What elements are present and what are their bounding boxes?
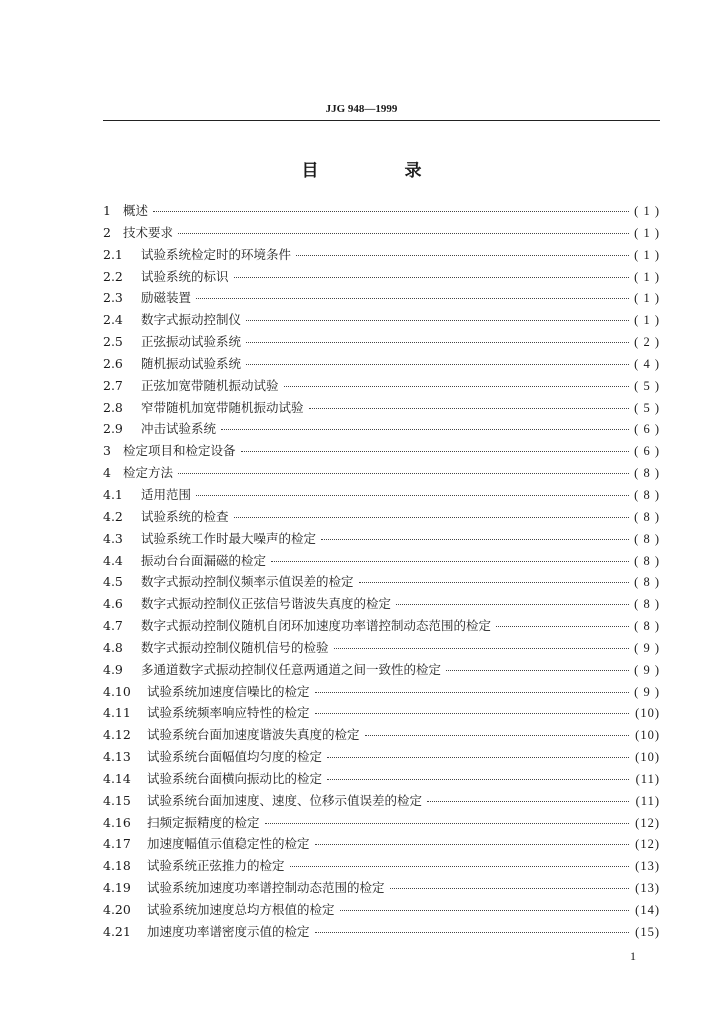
toc-dot-leader [196,298,629,299]
toc-entry-label: 检定项目和检定设备 [123,443,236,459]
toc-entry [103,703,660,725]
toc-entry [103,725,660,747]
toc-dot-leader [359,582,629,583]
toc-entry-label: 试验系统台面加速度、速度、位移示值误差的检定 [147,792,423,808]
toc-dot-leader [246,320,629,321]
toc-entry-page: ( 9 ) [634,640,660,655]
toc-dot-leader [321,539,629,540]
toc-dot-leader [327,779,629,780]
toc-entry [103,332,660,354]
toc-entry-label: 数字式振动控制仪 [141,312,242,328]
toc-entry-label: 技术要求 [123,224,174,240]
toc-entry-number: 4.5 [103,574,123,590]
toc-entry-page: ( 6 ) [634,422,660,437]
toc-entry-number: 4.2 [103,508,123,524]
toc-entry [103,354,660,376]
toc-entry [103,245,660,267]
toc-entry-number: 2.6 [103,355,123,371]
toc-entry [103,419,660,441]
toc-entry-page: ( 8 ) [634,509,660,524]
toc-entry-label: 振动台台面漏磁的检定 [141,552,267,568]
toc-dot-leader [246,342,629,343]
toc-entry-label: 正弦振动试验系统 [141,334,242,350]
toc-entry-number: 2.7 [103,377,123,393]
toc-entry-page: (13) [635,859,660,874]
toc-entry-page: ( 8 ) [634,531,660,546]
toc-dot-leader [178,233,629,234]
toc-entry-label: 加速度功率谱密度示值的检定 [147,923,310,939]
toc-entry [103,310,660,332]
toc-entry-page: ( 9 ) [634,684,660,699]
toc-entry-label: 冲击试验系统 [141,421,217,437]
toc-entry [103,376,660,398]
toc-entry-label: 试验系统频率响应特性的检定 [147,705,310,721]
toc-entry-number: 4.3 [103,530,123,546]
toc-entry [103,594,660,616]
toc-entry-number: 2.2 [103,268,123,284]
toc-entry-page: (12) [635,815,660,830]
toc-entry-number: 4.18 [103,858,131,874]
toc-entry-label: 检定方法 [123,465,174,481]
toc-entry-label: 试验系统加速度总均方根值的检定 [147,902,335,917]
page-title: 目 录 [301,161,462,181]
toc-entry [103,834,660,856]
toc-entry [103,551,660,573]
toc-entry-number: 4.19 [103,880,131,896]
toc-entry-page: (15) [635,924,660,939]
toc-entry-label: 试验系统加速度功率谱控制动态范围的检定 [147,880,385,896]
toc-entry-number: 2.5 [103,334,123,350]
toc-entry-label: 试验系统正弦推力的检定 [147,858,285,874]
toc-entry-page: (10) [635,706,660,721]
toc-entry-label: 试验系统台面幅值均匀度的检定 [147,749,323,765]
toc-entry [103,682,660,704]
toc-entry [103,288,660,310]
toc-entry-page: ( 5 ) [634,400,660,415]
toc-entry [103,267,660,289]
toc-entry-number: 4.15 [103,792,131,808]
toc-entry-label: 随机振动试验系统 [141,355,242,371]
toc-dot-leader [315,844,629,845]
toc-entry [103,660,660,682]
toc-entry-label: 概述 [123,203,149,218]
toc-entry-label: 加速度幅值示值稳定性的检定 [147,836,310,852]
page-number: 1 [630,949,636,963]
toc-entry [103,572,660,594]
toc-dot-leader [340,910,629,911]
toc-entry [103,529,660,551]
toc-entry-label: 数字式振动控制仪正弦信号谐波失真度的检定 [141,596,392,612]
toc-dot-leader [153,211,629,212]
toc-entry-label: 试验系统检定时的环境条件 [141,246,292,262]
toc-dot-leader [446,670,629,671]
toc-dot-leader [234,277,629,278]
toc-entry-number: 4.7 [103,618,123,634]
toc-entry [103,398,660,420]
toc-entry-page: (10) [635,750,660,765]
toc-entry [103,813,660,835]
toc-entry-label: 试验系统台面加速度谐波失真度的检定 [147,727,360,743]
toc-dot-leader [284,386,629,387]
toc-entry [103,441,660,463]
toc-entry-page: ( 8 ) [634,487,660,502]
toc-entry-number: 4.11 [103,705,131,721]
toc-entry-number: 4.4 [103,552,123,568]
toc-dot-leader [315,932,629,933]
toc-entry-label: 试验系统工作时最大噪声的检定 [141,530,317,546]
toc-entry [103,769,660,791]
toc-entry-number: 1 [103,203,111,218]
toc-entry-page: ( 9 ) [634,662,660,677]
toc-entry-number: 4.8 [103,639,123,655]
table-of-contents [103,201,660,944]
toc-entry-number: 4.17 [103,836,131,852]
toc-entry-label: 数字式振动控制仪随机信号的检验 [141,639,329,655]
toc-dot-leader [327,757,629,758]
toc-entry-page: (10) [635,728,660,743]
toc-entry [103,791,660,813]
toc-entry-page: ( 2 ) [634,335,660,350]
toc-entry-number: 4.12 [103,727,131,743]
toc-entry-label: 适用范围 [141,486,192,502]
toc-entry-number: 2.1 [103,246,123,262]
toc-entry-label: 试验系统台面横向振动比的检定 [147,770,323,786]
toc-dot-leader [427,801,629,802]
toc-entry-number: 2 [103,224,111,240]
toc-entry [103,638,660,660]
toc-entry-label: 扫频定振精度的检定 [147,814,260,830]
toc-entry-page: ( 8 ) [634,575,660,590]
toc-entry-page: ( 1 ) [634,225,660,240]
toc-entry-number: 2.8 [103,399,123,415]
toc-entry-page: ( 1 ) [634,291,660,306]
toc-entry [103,201,660,223]
toc-entry-number: 4 [103,465,111,481]
toc-entry-page: (12) [635,837,660,852]
toc-entry-label: 数字式振动控制仪频率示值误差的检定 [141,574,354,590]
toc-dot-leader [365,735,629,736]
toc-entry-page: ( 5 ) [634,378,660,393]
toc-entry-label: 多通道数字式振动控制仪任意两通道之间一致性的检定 [141,661,442,677]
toc-entry-number: 3 [103,443,111,459]
toc-entry [103,223,660,245]
toc-entry-number: 4.10 [103,683,131,699]
toc-dot-leader [315,692,629,693]
toc-entry [103,878,660,900]
toc-dot-leader [396,604,629,605]
toc-entry-number: 4.14 [103,770,131,786]
toc-entry-number: 2.9 [103,421,123,437]
toc-dot-leader [178,473,629,474]
toc-entry [103,507,660,529]
toc-entry-number: 4.21 [103,923,131,939]
toc-entry-number: 2.3 [103,290,123,306]
toc-dot-leader [315,713,629,714]
toc-entry [103,485,660,507]
toc-dot-leader [390,888,629,889]
toc-entry [103,747,660,769]
toc-entry-number: 4.16 [103,814,131,830]
toc-entry-number: 4.6 [103,596,123,612]
toc-entry-page: ( 4 ) [634,356,660,371]
toc-entry-page: (14) [635,903,660,917]
toc-entry [103,900,660,922]
toc-entry-page: (11) [635,793,660,808]
toc-entry-number: 4.20 [103,902,131,917]
toc-entry-label: 数字式振动控制仪随机自闭环加速度功率谱控制动态范围的检定 [141,618,492,634]
toc-dot-leader [290,866,629,867]
toc-dot-leader [234,517,629,518]
toc-entry-number: 2.4 [103,312,123,328]
toc-entry-label: 试验系统加速度信噪比的检定 [147,683,310,699]
toc-entry-number: 4.1 [103,486,123,502]
toc-dot-leader [309,408,629,409]
toc-entry-label: 试验系统的标识 [141,268,229,284]
toc-entry-page: ( 1 ) [634,204,660,218]
toc-entry-label: 正弦加宽带随机振动试验 [141,377,279,393]
toc-dot-leader [271,561,629,562]
toc-entry-page: ( 8 ) [634,619,660,634]
toc-entry [103,922,660,944]
toc-dot-leader [246,364,629,365]
toc-entry-label: 试验系统的检查 [141,508,229,524]
toc-dot-leader [196,495,629,496]
toc-entry-page: ( 8 ) [634,553,660,568]
toc-entry-page: ( 1 ) [634,313,660,328]
toc-dot-leader [296,255,629,256]
toc-dot-leader [496,626,629,627]
toc-entry-label: 窄带随机加宽带随机振动试验 [141,399,304,415]
document-code-header: JJG 948—1999 [325,103,398,115]
toc-entry [103,463,660,485]
toc-entry-page: ( 8 ) [634,597,660,612]
toc-entry [103,856,660,878]
toc-entry-page: ( 8 ) [634,466,660,481]
toc-entry-page: (11) [635,771,660,786]
toc-entry-page: ( 1 ) [634,269,660,284]
toc-entry-page: (13) [635,881,660,896]
header-rule [103,120,660,121]
toc-entry-number: 4.9 [103,661,123,677]
toc-entry [103,616,660,638]
toc-dot-leader [241,451,629,452]
toc-entry-number: 4.13 [103,749,131,765]
toc-dot-leader [221,429,629,430]
toc-dot-leader [334,648,629,649]
toc-entry-page: ( 6 ) [634,444,660,459]
toc-entry-label: 励磁装置 [141,290,192,306]
toc-entry-page: ( 1 ) [634,247,660,262]
toc-dot-leader [265,823,629,824]
